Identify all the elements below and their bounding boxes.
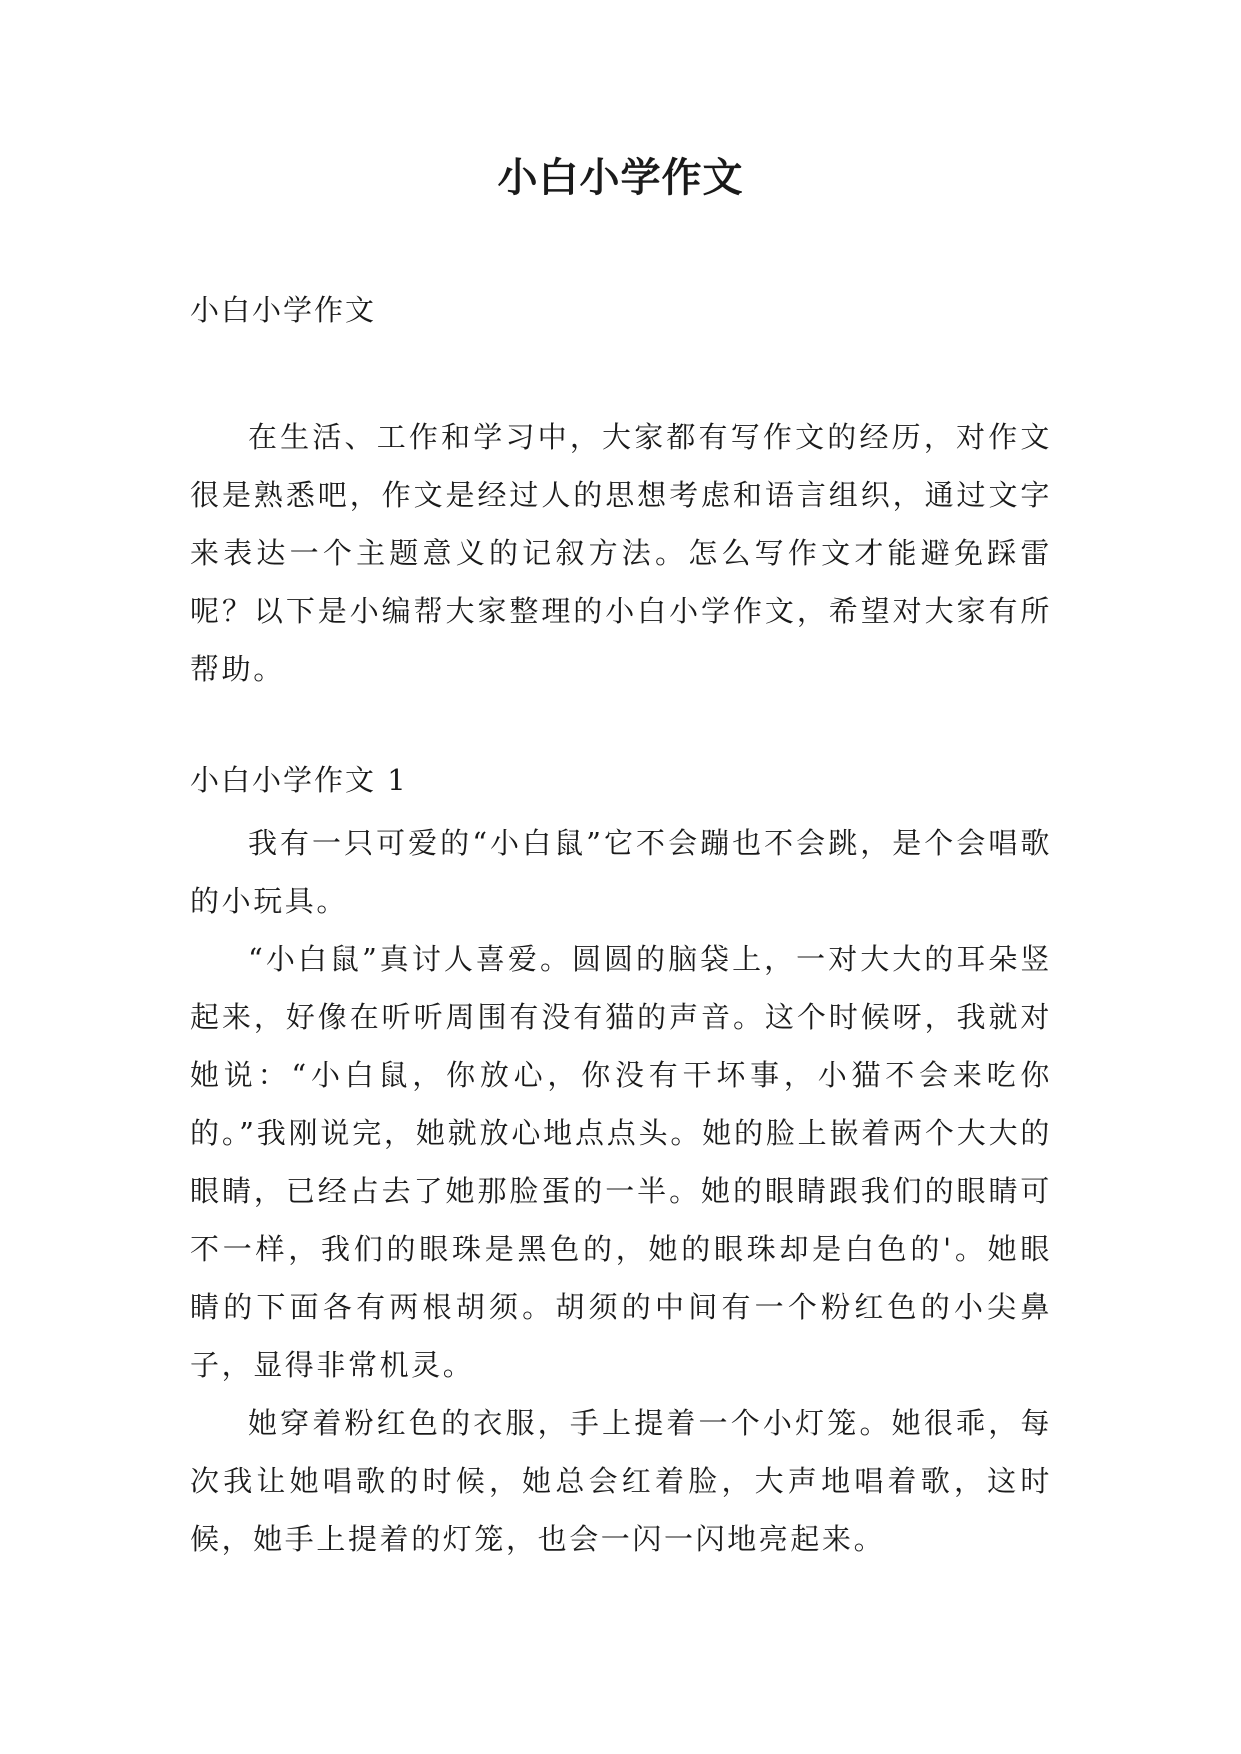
section-heading: 小白小学作文 1 xyxy=(190,763,408,797)
intro-paragraph: 在生活、工作和学习中，大家都有写作文的经历，对作文很是熟悉吧，作文是经过人的思想考虑和语言组织，通过文字来表达一个主题意义的记叙方法。怎么写作文才能避免踩雷呢？以下是小编帮大家整理的小白小学作文，希望对大家有所帮助。 xyxy=(190,420,1052,686)
document-title: 小白小学作文 xyxy=(497,154,744,201)
body-paragraph-1: 我有一只可爱的“小白鼠”它不会蹦也不会跳，是个会唱歌的小玩具。 xyxy=(190,826,1052,918)
body-paragraph-2: “小白鼠”真讨人喜爱。圆圆的脑袋上，一对大大的耳朵竖起来，好像在听听周围有没有猫的声音。这个时候呀，我就对她说：“小白鼠，你放心，你没有干坏事，小猫不会来吃你的。”我刚说完，她就放心地点点头。她的脸上嵌着两个大大的眼睛，已经占去了她那脸蛋的一半。她的眼睛跟我们的眼睛可不一样，我们的眼珠是黑色的，她的眼珠却是白色的'。她眼睛的下面各有两根胡须。胡须的中间有一个粉红色的小尖鼻子，显得非常机灵。 xyxy=(190,942,1052,1382)
document-subtitle: 小白小学作文 xyxy=(190,293,377,327)
body-paragraph-3: 她穿着粉红色的衣服，手上提着一个小灯笼。她很乖，每次我让她唱歌的时候，她总会红着脸，大声地唱着歌，这时候，她手上提着的灯笼，也会一闪一闪地亮起来。 xyxy=(190,1406,1052,1556)
